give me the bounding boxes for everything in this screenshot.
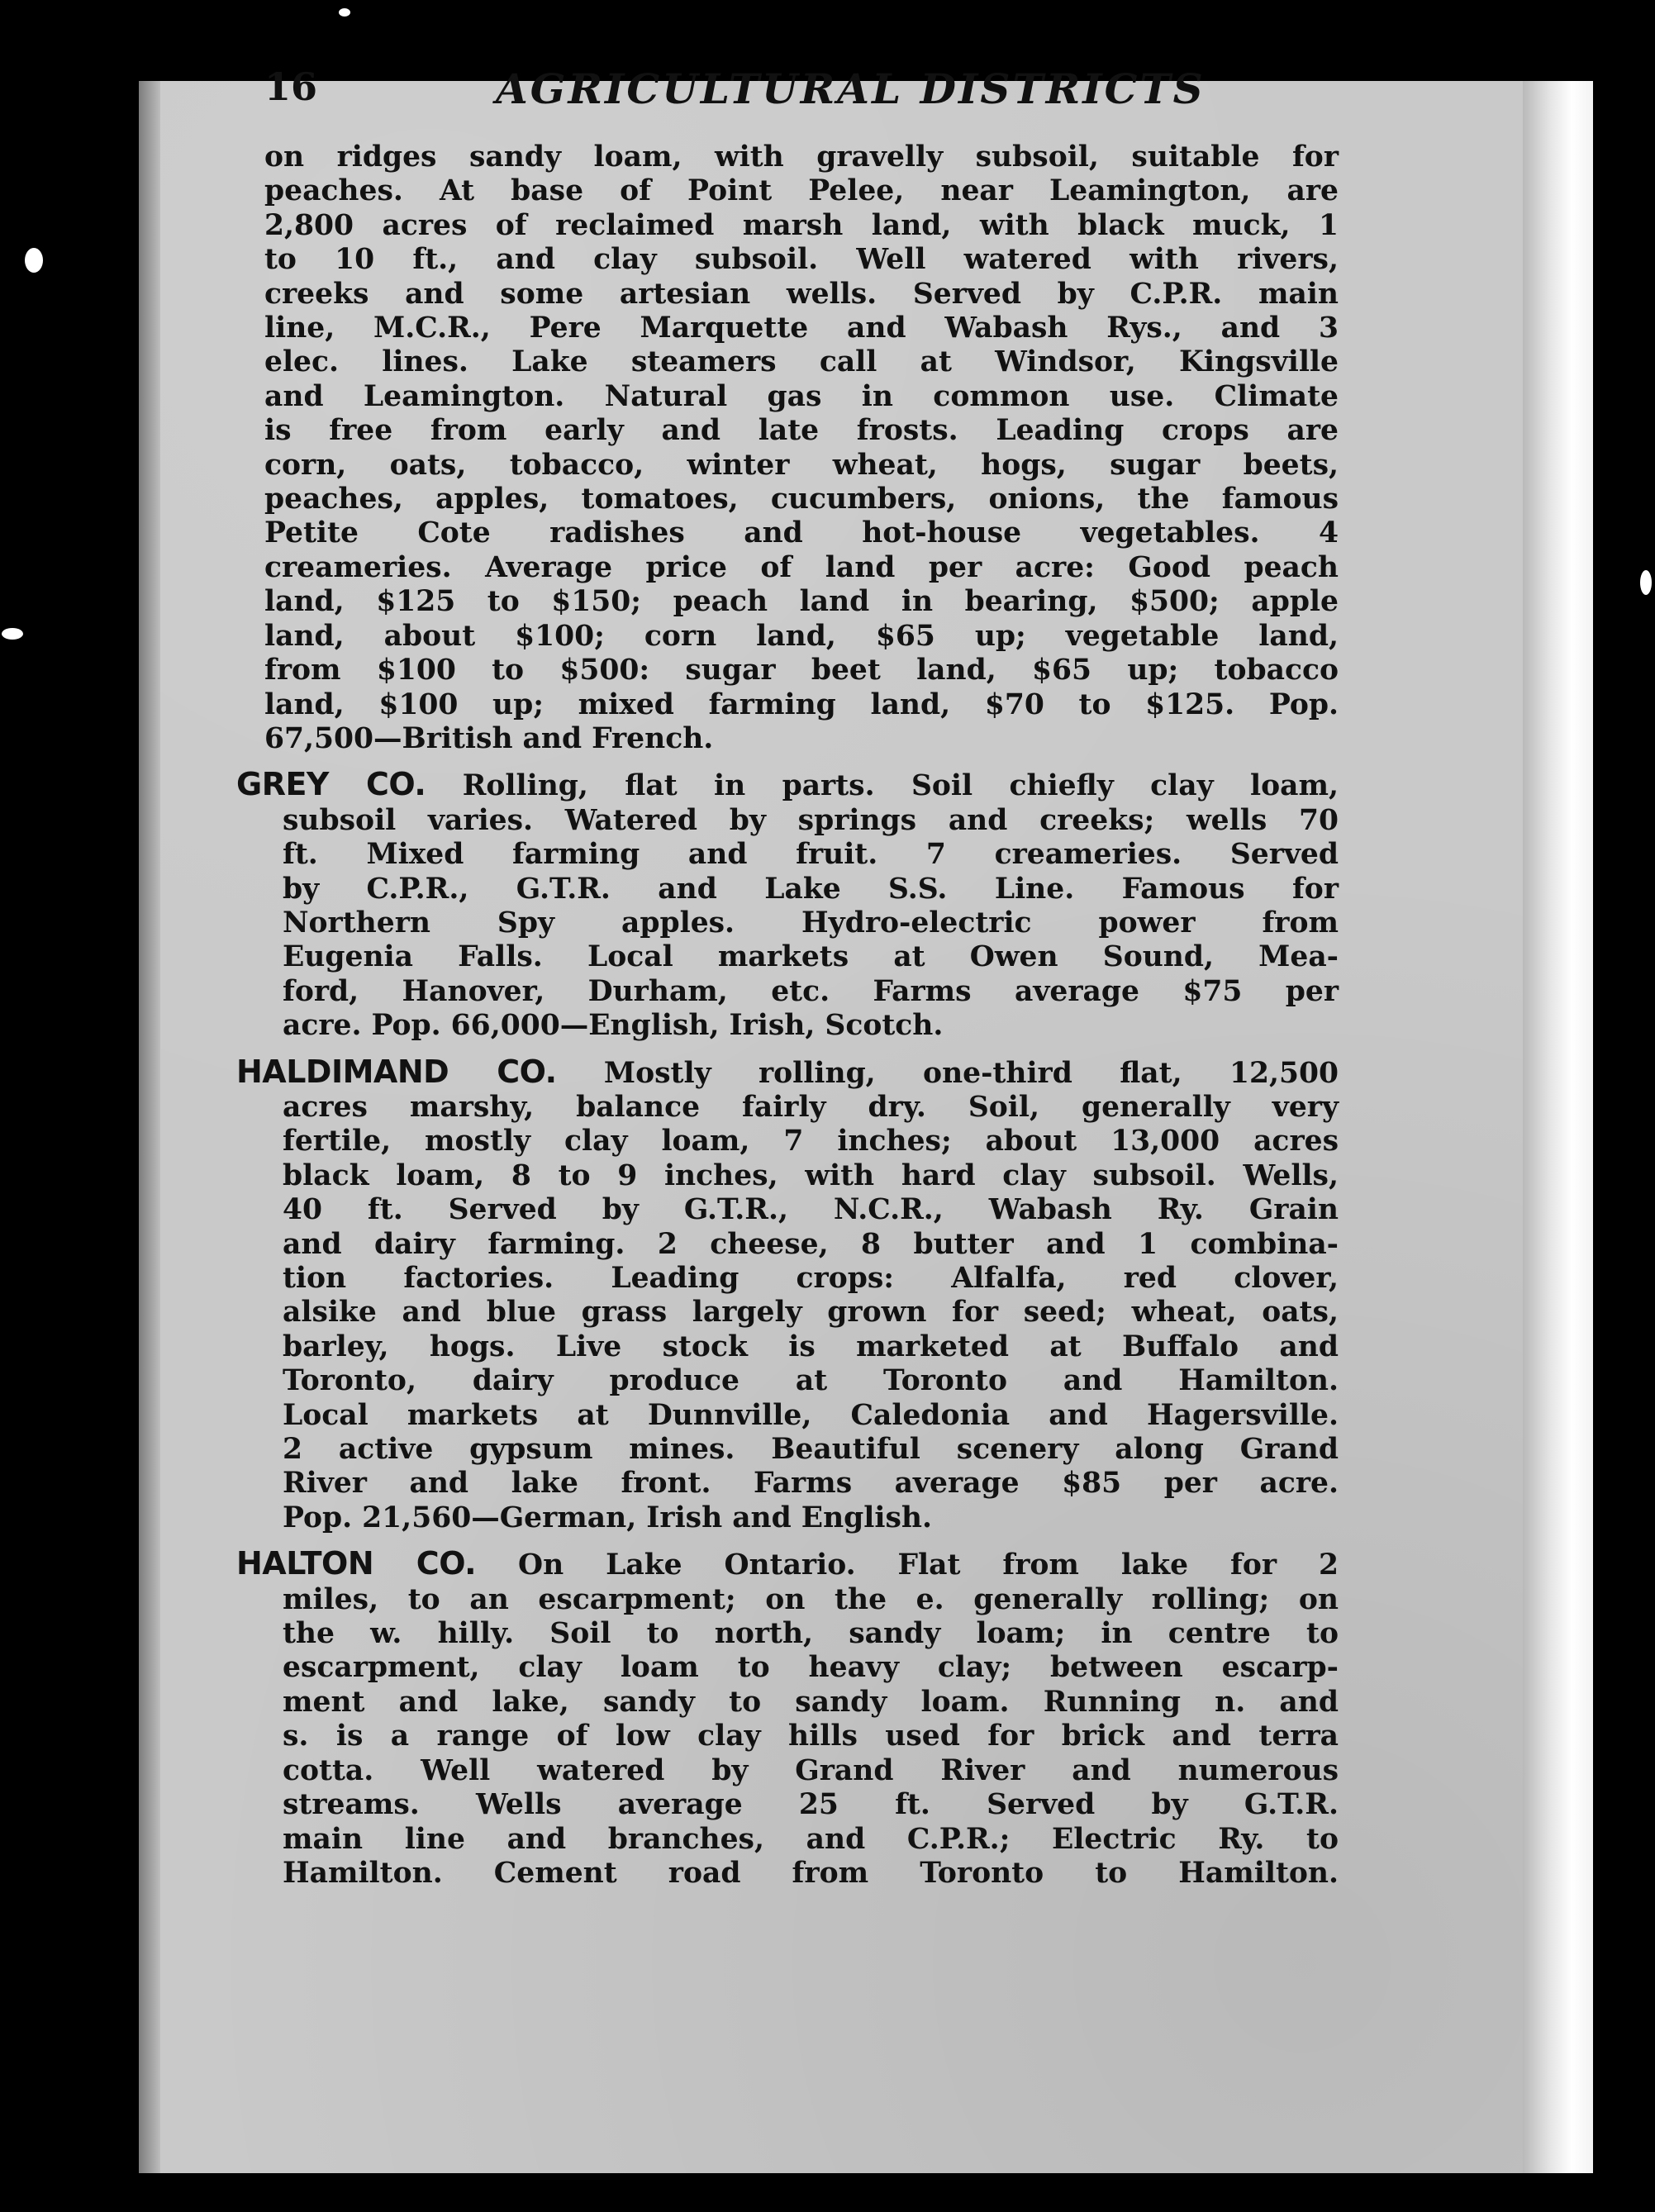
text-line: by C.P.R., G.T.R. and Lake S.S. Line. Famous for [283,872,1339,906]
text-line: from $100 to $500: sugar beet land, $65 up; tobacco [264,654,1339,687]
page-gutter-shadow [139,81,160,2173]
text-line: peaches. At base of Point Pelee, near Leamington, are [264,174,1339,208]
text-line: barley, hogs. Live stock is marketed at Buffalo and [283,1330,1339,1363]
text-line: creeks and some artesian wells. Served by C.P.R. main [264,277,1339,311]
text-line: tion factories. Leading crops: Alfalfa, red clover, [283,1262,1339,1295]
entry-heading: GREY CO. [236,766,426,803]
text-line: streams. Wells average 25 ft. Served by G.T.R. [283,1788,1339,1822]
text-line: Toronto, dairy produce at Toronto and Hamilton. [283,1364,1339,1398]
continuation-paragraph [264,140,1339,756]
running-head [264,64,1289,131]
text-line: Eugenia Falls. Local markets at Owen Sound, Mea- [283,940,1339,974]
scan-speck [2,628,23,640]
text-line: the w. hilly. Soil to north, sandy loam; in centre to [283,1617,1339,1651]
entry-first-line [236,1055,1339,1091]
text-line: 2,800 acres of reclaimed marsh land, with black muck, 1 [264,208,1339,242]
body-text [236,140,1339,1891]
text-line: on ridges sandy loam, with gravelly subsoil, suitable for [264,140,1339,174]
entry-first-line-text: On Lake Ontario. Flat from lake for 2 [518,1548,1339,1582]
scan-speck [339,8,350,17]
entry-heading: HALTON CO. [236,1545,477,1582]
page-number: 16 [264,64,318,109]
entry-first-line-text: Rolling, flat in parts. Soil chiefly clay loam, [462,769,1339,803]
text-line: elec. lines. Lake steamers call at Windsor, Kingsville [264,345,1339,379]
text-line: 40 ft. Served by G.T.R., N.C.R., Wabash Ry. Grain [283,1193,1339,1227]
scan-speck [25,248,43,273]
text-line: line, M.C.R., Pere Marquette and Wabash Rys., and 3 [264,312,1339,345]
running-title: AGRICULTURAL DISTRICTS [496,64,1206,113]
text-line: fertile, mostly clay loam, 7 inches; about 13,000 acres [283,1125,1339,1158]
text-line: creameries. Average price of land per acre: Good peach [264,550,1339,584]
text-line: to 10 ft., and clay subsoil. Well watered with rivers, [264,243,1339,277]
text-line: Petite Cote radishes and hot-house vegetables. 4 [264,516,1339,550]
text-line: alsike and blue grass largely grown for seed; wheat, oats, [283,1296,1339,1330]
text-line: land, $100 up; mixed farming land, $70 to $125. Pop. [264,687,1339,721]
entry-heading: HALDIMAND CO. [236,1053,557,1090]
text-line: ford, Hanover, Durham, etc. Farms average $75 per [283,974,1339,1008]
text-line: River and lake front. Farms average $85 per acre. [283,1467,1339,1501]
text-line: and dairy farming. 2 cheese, 8 butter and 1 combina- [283,1227,1339,1261]
text-line: 2 active gypsum mines. Beautiful scenery along Grand [283,1433,1339,1467]
text-line: miles, to an escarpment; on the e. generally rolling; on [283,1582,1339,1616]
text-line: cotta. Well watered by Grand River and numerous [283,1753,1339,1787]
entry-first-line [236,1547,1339,1582]
text-line: peaches, apples, tomatoes, cucumbers, onions, the famous [264,483,1339,516]
text-line: Local markets at Dunnville, Caledonia and Hagersville. [283,1398,1339,1432]
text-line: ment and lake, sandy to sandy loam. Running n. and [283,1685,1339,1719]
text-line: acres marshy, balance fairly dry. Soil, generally very [283,1090,1339,1124]
text-line: escarpment, clay loam to heavy clay; between escarp- [283,1651,1339,1685]
text-line: Pop. 21,560—German, Irish and English. [283,1501,933,1534]
text-line: and Leamington. Natural gas in common use. Climate [264,379,1339,413]
text-line: Hamilton. Cement road from Toronto to Hamilton. [283,1856,1339,1890]
text-line: land, $125 to $150; peach land in bearing, $500; apple [264,585,1339,619]
text-line: Northern Spy apples. Hydro-electric power from [283,906,1339,940]
text-line: corn, oats, tobacco, winter wheat, hogs, sugar beets, [264,448,1339,482]
text-line: black loam, 8 to 9 inches, with hard clay subsoil. Wells, [283,1158,1339,1192]
text-line: acre. Pop. 66,000—English, Irish, Scotch. [283,1009,944,1043]
text-line: 67,500—British and French. [264,721,714,755]
entry-grey-county [236,766,1339,1043]
text-line: is free from early and late frosts. Leading crops are [264,414,1339,448]
entry-first-line-text: Mostly rolling, one-third flat, 12,500 [603,1056,1339,1090]
scan-speck [1640,570,1652,595]
page-fore-edge [1523,81,1593,2173]
text-line: land, about $100; corn land, $65 up; vegetable land, [264,619,1339,653]
entry-haldimand-county [236,1053,1339,1536]
text-line: ft. Mixed farming and fruit. 7 creameries. Served [283,838,1339,872]
entry-first-line [236,768,1339,803]
text-line: main line and branches, and C.P.R.; Electric Ry. to [283,1822,1339,1856]
entry-halton-county [236,1545,1339,1891]
text-line: s. is a range of low clay hills used for brick and terra [283,1720,1339,1753]
text-line: subsoil varies. Watered by springs and creeks; wells 70 [283,803,1339,837]
